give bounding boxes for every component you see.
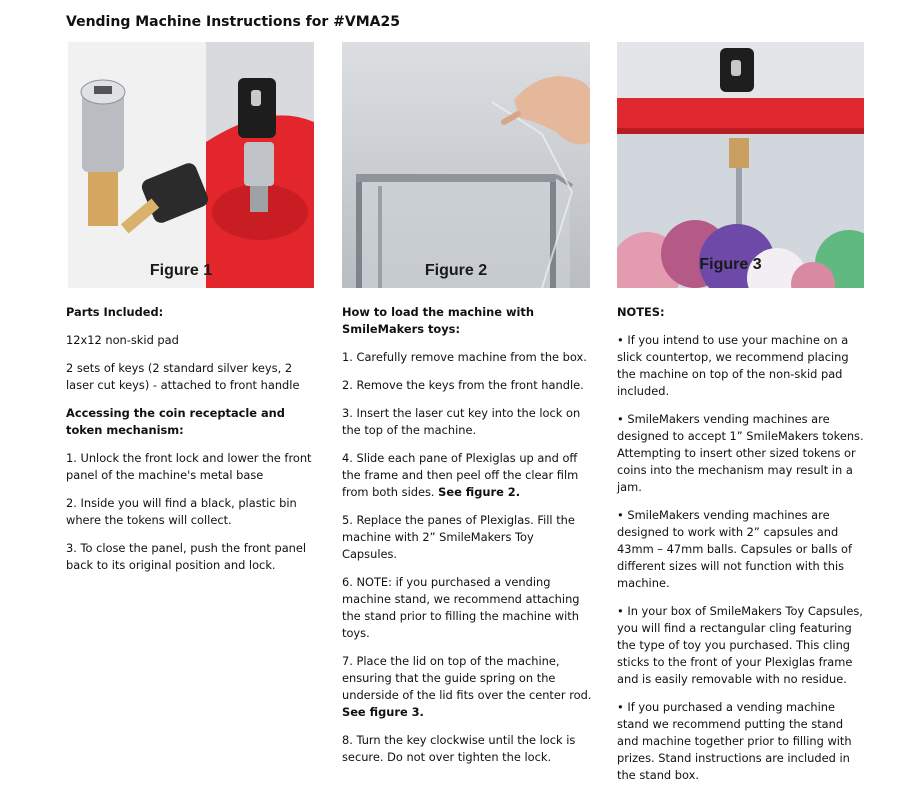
parts-column xyxy=(66,304,316,585)
notes-heading: NOTES: xyxy=(617,305,665,319)
parts-heading: Parts Included: xyxy=(66,305,164,319)
figure-3-image xyxy=(617,42,864,288)
figure-2-image xyxy=(342,42,590,288)
loading-step xyxy=(342,653,592,721)
loading-step: 5. Replace the panes of Plexiglas. Fill the machine with 2” SmileMakers Toy Capsules. xyxy=(342,513,575,561)
note-item: • If you purchased a vending machine stand we recommend putting the stand and machine together prior to filling with prizes. Stand instructions are included in the stand box. xyxy=(617,700,852,782)
loading-heading: How to load the machine with SmileMakers toys: xyxy=(342,305,534,336)
access-step: 1. Unlock the front lock and lower the front panel of the machine's metal base xyxy=(66,451,312,482)
step-7-text: 7. Place the lid on top of the machine, ensuring that the guide spring on the underside of the lid fits over the center rod. xyxy=(342,654,592,702)
figure-2-caption: Figure 2 xyxy=(424,262,488,279)
figure-1-caption: Figure 1 xyxy=(149,262,213,279)
note-item: • In your box of SmileMakers Toy Capsules, you will find a rectangular cling featuring the type of toy you purchased. This cling sticks to the front of your Plexiglas frame and is easily removable with no residue. xyxy=(617,604,863,686)
step-4-text: 4. Slide each pane of Plexiglas up and off the frame and then peel off the clear film from both sides. xyxy=(342,451,579,499)
figure-3-caption: Figure 3 xyxy=(699,256,762,273)
figure-1-image xyxy=(68,42,314,288)
loading-step: 1. Carefully remove machine from the box. xyxy=(342,350,587,364)
loading-step: 3. Insert the laser cut key into the lock on the top of the machine. xyxy=(342,406,581,437)
loading-step: 2. Remove the keys from the front handle. xyxy=(342,378,584,392)
parts-item: 2 sets of keys (2 standard silver keys, 2 laser cut keys) - attached to front handle xyxy=(66,361,300,392)
access-step: 2. Inside you will find a black, plastic bin where the tokens will collect. xyxy=(66,496,297,527)
page-title: Vending Machine Instructions for #VMA25 xyxy=(66,14,400,30)
loading-step xyxy=(342,450,592,501)
loading-column xyxy=(342,304,592,777)
loading-step: 8. Turn the key clockwise until the lock is secure. Do not over tighten the lock. xyxy=(342,733,576,764)
see-figure-3-ref: See figure 3. xyxy=(342,705,424,719)
note-item: • If you intend to use your machine on a slick countertop, we recommend placing the machine on top of the non-skid pad included. xyxy=(617,333,849,398)
loading-step: 6. NOTE: if you purchased a vending machine stand, we recommend attaching the stand prior to filling the machine with toys. xyxy=(342,575,580,640)
note-item: • SmileMakers vending machines are designed to accept 1” SmileMakers tokens. Attempting to insert other sized tokens or coins into the mechanism may result in a jam. xyxy=(617,412,864,494)
access-heading: Accessing the coin receptacle and token mechanism: xyxy=(66,406,285,437)
note-item: • SmileMakers vending machines are designed to work with 2” capsules and 43mm – 47mm balls. Capsules or balls of different sizes will not function with this machine. xyxy=(617,508,853,590)
see-figure-2-ref: See figure 2. xyxy=(438,485,521,499)
parts-item: 12x12 non-skid pad xyxy=(66,333,179,347)
notes-column xyxy=(617,304,867,795)
access-step: 3. To close the panel, push the front panel back to its original position and lock. xyxy=(66,541,307,572)
